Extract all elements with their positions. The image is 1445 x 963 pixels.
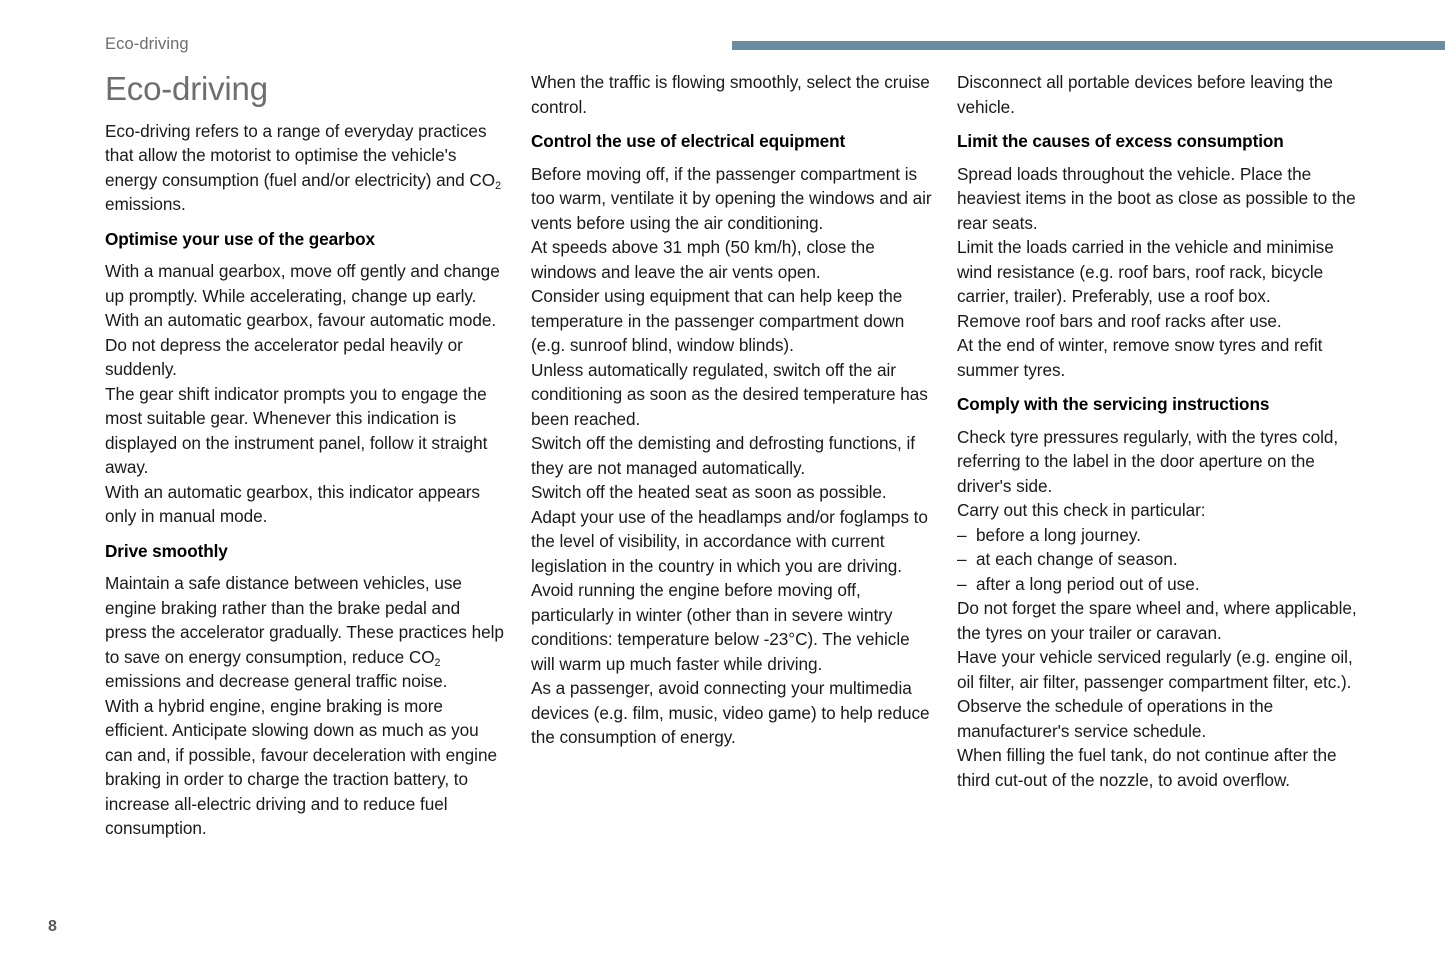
paragraph-electrical-1: Before moving off, if the passenger compartment is too warm, ventilate it by opening the windows and air vents before using the air conditioning. — [531, 163, 932, 233]
paragraph-electrical-8: Avoid running the engine before moving off, particularly in winter (other than in severe wintry conditions: temperature below -23°C). The vehicle will warm up much faster while driving. — [531, 580, 910, 674]
page-header — [0, 0, 1445, 70]
list-item — [957, 547, 1359, 572]
heading-control-electrical-equipment: Control the use of electrical equipment — [531, 131, 846, 151]
paragraph-electrical-9: As a passenger, avoid connecting your multimedia devices (e.g. film, music, video game) to help reduce the consumption of energy. — [531, 678, 930, 747]
paragraph-electrical-5: Switch off the demisting and defrosting functions, if they are not managed automatically. — [531, 433, 915, 478]
page-number: 8 — [48, 918, 57, 935]
paragraph-gearbox-1: With a manual gearbox, move off gently and change up promptly. While accelerating, change up early. — [105, 261, 500, 306]
dash-bullet: – — [957, 524, 967, 545]
paragraph-electrical-2: At speeds above 31 mph (50 km/h), close the windows and leave the air vents open. — [531, 237, 875, 282]
paragraph-limit-2: Limit the loads carried in the vehicle and minimise wind resistance (e.g. roof bars, roof rack, bicycle carrier, trailer). Preferably, use a roof box. — [957, 237, 1334, 306]
co2-subscript: 2 — [495, 179, 501, 192]
list-item — [957, 523, 1359, 548]
running-header: Eco-driving — [105, 35, 189, 53]
paragraph-limit-1: Spread loads throughout the vehicle. Place the heaviest items in the boot as close as possible to the rear seats. — [957, 163, 1356, 233]
dash-bullet: – — [957, 573, 967, 594]
smooth-text-a: Maintain a safe distance between vehicles, use engine braking rather than the brake pedal and press the accelerator gradually. These practices help to save on energy consumption, reduce CO — [105, 573, 504, 667]
column-1 — [105, 70, 505, 841]
page-body — [0, 70, 1445, 890]
paragraph-servicing-5: When filling the fuel tank, do not continue after the third cut-out of the nozzle, to avoid overflow. — [957, 745, 1337, 790]
paragraph-servicing-1: Check tyre pressures regularly, with the tyres cold, referring to the label in the door aperture on the driver's side. — [957, 426, 1339, 496]
smooth-text-b: emissions and decrease general traffic noise. — [105, 671, 448, 692]
paragraph-intro — [105, 119, 505, 217]
co2-subscript: 2 — [434, 656, 441, 669]
list-item — [957, 572, 1359, 597]
paragraph-electrical-7: Adapt your use of the headlamps and/or foglamps to the level of visibility, in accordance with current legislation in the country in which you are driving. — [531, 506, 928, 576]
heading-drive-smoothly: Drive smoothly — [105, 540, 228, 561]
list-item-label: before a long journey. — [976, 524, 1141, 545]
paragraph-servicing-3: Do not forget the spare wheel and, where applicable, the tyres on your trailer or caravan. — [957, 598, 1357, 643]
column-2 — [531, 70, 933, 750]
paragraph-gearbox-4: With an automatic gearbox, this indicator appears only in manual mode. — [105, 481, 480, 527]
paragraph-smooth-1 — [105, 571, 505, 694]
heading-limit-excess-consumption: Limit the causes of excess consumption — [957, 131, 1284, 151]
servicing-check-list — [957, 523, 1359, 597]
paragraph-electrical-4: Unless automatically regulated, switch off the air conditioning as soon as the desired temperature has been reached. — [531, 359, 928, 429]
paragraph-limit-4: At the end of winter, remove snow tyres and refit summer tyres. — [957, 335, 1323, 380]
heading-optimise-gearbox: Optimise your use of the gearbox — [105, 228, 375, 249]
paragraph-gearbox-2: With an automatic gearbox, favour automatic mode. Do not depress the accelerator pedal heavily or suddenly. — [105, 310, 497, 380]
paragraph-disconnect-devices: Disconnect all portable devices before leaving the vehicle. — [957, 72, 1333, 117]
intro-text-b: emissions. — [105, 194, 186, 215]
paragraph-electrical-3: Consider using equipment that can help keep the temperature in the passenger compartment down (e.g. sunroof blind, window blinds). — [531, 286, 905, 355]
list-item-label: at each change of season. — [976, 549, 1178, 569]
paragraph-limit-3: Remove roof bars and roof racks after use. — [957, 310, 1282, 331]
paragraph-cruise-control: When the traffic is flowing smoothly, select the cruise control. — [531, 72, 930, 117]
list-item-label: after a long period out of use. — [976, 573, 1200, 594]
heading-comply-servicing-instructions: Comply with the servicing instructions — [957, 394, 1270, 414]
page-title: Eco-driving — [105, 70, 268, 107]
paragraph-electrical-6: Switch off the heated seat as soon as possible. — [531, 482, 887, 502]
dash-bullet: – — [957, 549, 967, 569]
paragraph-servicing-2: Carry out this check in particular: — [957, 500, 1206, 520]
paragraph-gearbox-3: The gear shift indicator prompts you to engage the most suitable gear. Whenever this indication is displayed on the instrument panel, follow it straight away. — [105, 383, 488, 478]
paragraph-smooth-2: With a hybrid engine, engine braking is more efficient. Anticipate slowing down as much as you can and, if possible, favour deceleration with engine braking in order to charge the traction battery, to increase all-electric driving and to reduce fuel consumption. — [105, 695, 497, 839]
intro-text-a: Eco-driving refers to a range of everyday practices that allow the motorist to optimise the vehicle's energy consumption (fuel and/or electricity) and CO — [105, 120, 496, 190]
paragraph-servicing-4: Have your vehicle serviced regularly (e.g. engine oil, oil filter, air filter, passenger compartment filter, etc.). Observe the schedule of operations in the manufacturer's service schedule. — [957, 647, 1353, 741]
column-3 — [957, 70, 1359, 792]
header-accent-rule — [732, 41, 1445, 50]
